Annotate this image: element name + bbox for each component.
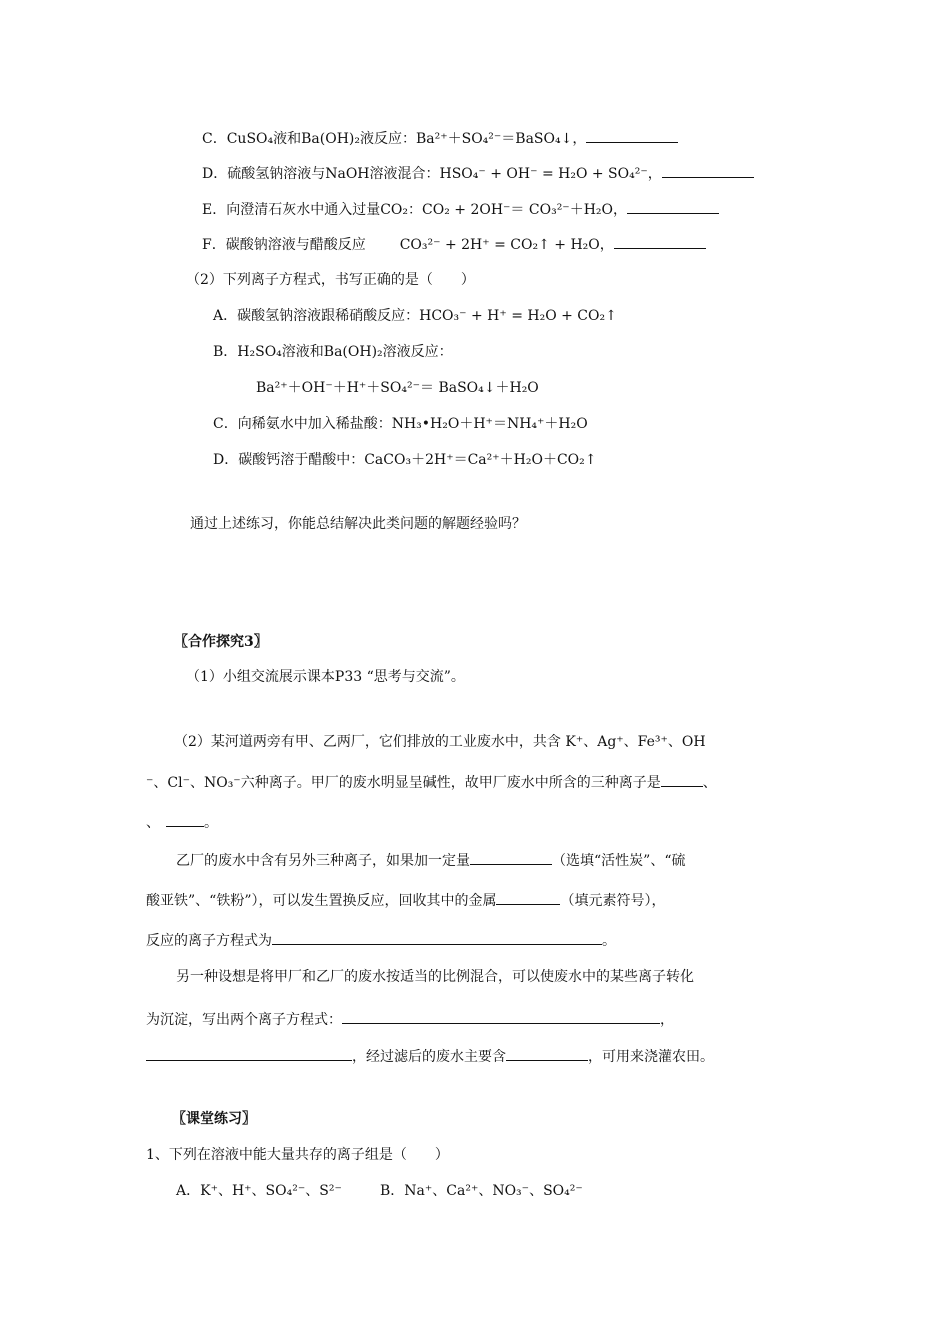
q1-option-f-equation: CO₃²⁻ + 2H⁺ = CO₂↑ + H₂O， [399, 237, 614, 253]
answer-blank[interactable] [627, 199, 719, 214]
section-heading-practice: 〖课堂练习〗 [172, 1111, 256, 1127]
q1-option-c-text: C．CuSO₄液和Ba(OH)₂液反应：Ba²⁺＋SO₄²⁻＝BaSO₄↓， [202, 131, 587, 147]
explore3-p4-line3 [146, 1046, 714, 1067]
explore3-p3-text: 反应的离子方程式为 [146, 933, 272, 949]
answer-blank[interactable] [496, 890, 560, 905]
answer-blank[interactable] [166, 812, 204, 827]
comma: ， [660, 1012, 674, 1028]
explore3-p3-text: （填元素符号）， [560, 893, 666, 909]
answer-blank[interactable] [342, 1009, 660, 1024]
q2-stem: （2）下列离子方程式，书写正确的是（ ） [186, 272, 475, 288]
explore3-p3-text: （选填“活性炭”、“硫 [552, 853, 686, 869]
q2-option-a: A．碳酸氢钠溶液跟稀硝酸反应：HCO₃⁻ + H⁺ = H₂O + CO₂↑ [213, 308, 617, 324]
q2-option-d: D．碳酸钙溶于醋酸中：CaCO₃＋2H⁺＝Ca²⁺＋H₂O＋CO₂↑ [213, 452, 597, 468]
explore3-p3-text: 乙厂的废水中含有另外三种离子，如果加一定量 [176, 853, 470, 869]
q2-option-b: B．H₂SO₄溶液和Ba(OH)₂溶液反应： [213, 344, 453, 360]
q1-option-c [202, 128, 678, 149]
q2-option-b-equation: Ba²⁺＋OH⁻＋H⁺＋SO₄²⁻＝ BaSO₄↓＋H₂O [256, 380, 539, 396]
explore3-p2-line1: （2）某河道两旁有甲、乙两厂，它们排放的工业废水中，共含 K⁺、Ag⁺、Fe³⁺、OH [174, 734, 706, 750]
explore3-p4-line1: 另一种设想是将甲厂和乙厂的废水按适当的比例混合，可以使废水中的某些离子转化 [176, 969, 694, 985]
period: 。 [204, 815, 218, 831]
explore3-p4-text: ，经过滤后的废水主要含 [352, 1049, 506, 1065]
explore3-p3-text: 酸亚铁”、“铁粉”），可以发生置换反应，回收其中的金属 [146, 893, 497, 909]
answer-blank[interactable] [506, 1046, 588, 1061]
separator: 、 [146, 815, 160, 831]
separator: 、 [702, 775, 717, 791]
period: 。 [602, 933, 616, 949]
practice-q1-option-a: A．K⁺、H⁺、SO₄²⁻、S²⁻ [176, 1183, 342, 1199]
answer-blank[interactable] [272, 930, 602, 945]
explore3-p3-line1 [176, 850, 685, 871]
summary-question: 通过上述练习，你能总结解决此类问题的解题经验吗？ [190, 516, 526, 532]
explore3-p3-line3 [146, 930, 616, 951]
explore3-p2-line3 [146, 812, 218, 833]
q1-option-d [202, 163, 754, 184]
explore3-p4-text: 为沉淀，写出两个离子方程式： [146, 1012, 342, 1028]
explore3-p3-line2 [146, 890, 665, 911]
answer-blank[interactable] [586, 128, 678, 143]
q1-option-d-text: D．硫酸氢钠溶液与NaOH溶液混合：HSO₄⁻ + OH⁻ = H₂O + SO₄²⁻， [202, 166, 662, 182]
answer-blank[interactable] [146, 1046, 352, 1061]
answer-blank[interactable] [662, 163, 754, 178]
q1-option-e [202, 199, 719, 220]
q1-option-e-text: E．向澄清石灰水中通入过量CO₂：CO₂ + 2OH⁻＝ CO₃²⁻＋H₂O， [202, 202, 627, 218]
explore3-p4-line2 [146, 1009, 674, 1030]
q2-option-c: C．向稀氨水中加入稀盐酸：NH₃•H₂O＋H⁺＝NH₄⁺＋H₂O [213, 416, 588, 432]
section-heading-explore3: 〖合作探究3〗 [174, 634, 268, 650]
practice-q1: 1、下列在溶液中能大量共存的离子组是（ ） [146, 1147, 449, 1163]
q1-option-f-label: F．碳酸钠溶液与醋酸反应 [202, 237, 366, 253]
answer-blank[interactable] [614, 234, 706, 249]
practice-q1-option-b: B．Na⁺、Ca²⁺、NO₃⁻、SO₄²⁻ [380, 1183, 583, 1199]
answer-blank[interactable] [470, 850, 552, 865]
answer-blank[interactable] [661, 772, 703, 787]
explore3-p2-line2-text: ⁻、Cl⁻、NO₃⁻六种离子。甲厂的废水明显呈碱性，故甲厂废水中所含的三种离子是 [146, 775, 661, 791]
explore3-p1: （1）小组交流展示课本P33 “思考与交流”。 [186, 669, 465, 685]
q1-option-f [202, 234, 706, 255]
explore3-p4-text: ，可用来浇灌农田。 [588, 1049, 714, 1065]
explore3-p2-line2 [146, 772, 717, 793]
